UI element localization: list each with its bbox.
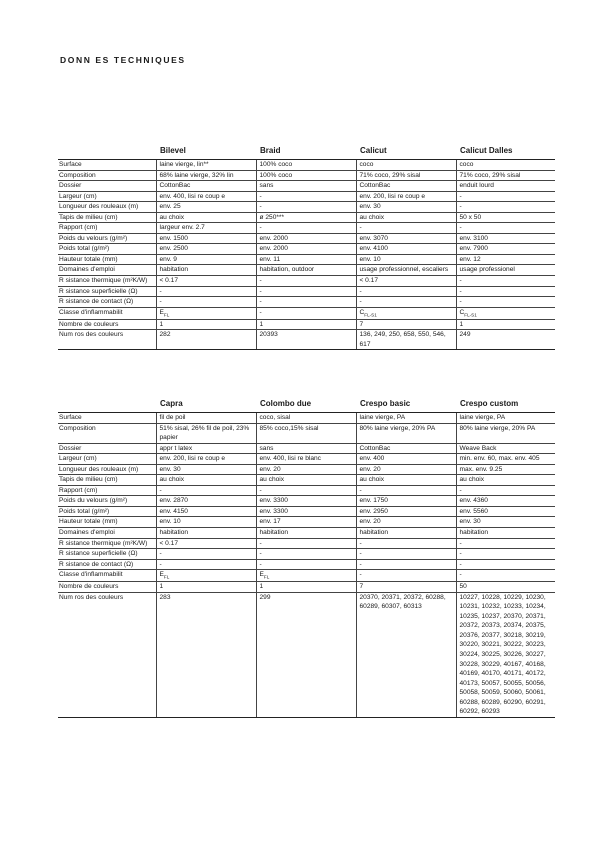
table-row — [58, 319, 555, 330]
table-cell: 1 — [156, 319, 256, 330]
table-cell: 20370, 20371, 20372, 60288, 60289, 60307, 60313 — [356, 592, 456, 717]
table-cell: < 0.17 — [156, 538, 256, 549]
table-row — [58, 413, 555, 424]
table-cell: env. 1750 — [356, 496, 456, 507]
spec-table-1 — [58, 145, 555, 350]
table-cell: 1 — [456, 319, 555, 330]
table-cell: - — [256, 286, 356, 297]
table-cell: au choix — [156, 475, 256, 486]
row-label: Composition — [58, 170, 156, 181]
row-label: Hauteur totale (mm) — [58, 254, 156, 265]
table-row — [58, 423, 555, 443]
table-cell: laine vierge, PA — [456, 413, 555, 424]
table-cell: - — [256, 559, 356, 570]
table-row — [58, 506, 555, 517]
table-cell: au choix — [256, 475, 356, 486]
table-cell: env. 2000 — [256, 233, 356, 244]
table-cell: env. 4150 — [156, 506, 256, 517]
table-cell: - — [456, 485, 555, 496]
table-row — [58, 297, 555, 308]
table-row — [58, 244, 555, 255]
table-cell: env. 2870 — [156, 496, 256, 507]
table-cell: 282 — [156, 330, 256, 350]
page-title: DONN ES TECHNIQUES — [60, 55, 186, 65]
table-cell: - — [356, 538, 456, 549]
table-cell: sans — [256, 443, 356, 454]
table-cell: - — [456, 286, 555, 297]
table-row — [58, 528, 555, 539]
table-cell: - — [456, 191, 555, 202]
table-cell: - — [156, 286, 256, 297]
table-cell: env. 12 — [456, 254, 555, 265]
table-cell: usage professionel — [456, 265, 555, 276]
table-cell: fil de poil — [156, 413, 256, 424]
table-cell: - — [256, 307, 356, 319]
table-cell: env. 4360 — [456, 496, 555, 507]
table-row — [58, 202, 555, 213]
table-cell: CottonBac — [356, 443, 456, 454]
table-row — [58, 443, 555, 454]
table-cell: usage professionnel, escaliers — [356, 265, 456, 276]
table-cell: env. 5560 — [456, 506, 555, 517]
table-cell: $C_{FL-S1}$ — [356, 307, 456, 319]
table-cell: laine vierge, lin** — [156, 160, 256, 171]
table-cell: - — [456, 297, 555, 308]
row-label: Surface — [58, 413, 156, 424]
table-cell: < 0.17 — [356, 276, 456, 287]
table-cell: - — [356, 297, 456, 308]
spec-table-2 — [58, 398, 555, 718]
table-row — [58, 582, 555, 593]
table-cell: 100% coco — [256, 170, 356, 181]
table-cell: 85% coco,15% sisal — [256, 423, 356, 443]
row-label: Longueur des rouleaux (m) — [58, 202, 156, 213]
table-cell: env. 20 — [256, 464, 356, 475]
row-label: Rapport (cm) — [58, 223, 156, 234]
row-label: Tapis de milieu (cm) — [58, 475, 156, 486]
table-cell: 7 — [356, 319, 456, 330]
table-cell: - — [256, 549, 356, 560]
table-cell: CottonBac — [156, 181, 256, 192]
table-cell: env. 2500 — [156, 244, 256, 255]
table-cell: laine vierge, PA — [356, 413, 456, 424]
table-cell: 68% laine vierge, 32% lin — [156, 170, 256, 181]
table-cell: env. 9 — [156, 254, 256, 265]
table-cell: env. 30 — [356, 202, 456, 213]
header-empty — [58, 145, 156, 160]
table-cell: - — [156, 549, 256, 560]
table-cell: 1 — [156, 582, 256, 593]
table-cell: 249 — [456, 330, 555, 350]
table-cell: env. 400, lisi re coup e — [156, 191, 256, 202]
table-row — [58, 570, 555, 582]
table-row — [58, 464, 555, 475]
column-header: Crespo basic — [356, 398, 456, 413]
table-row — [58, 330, 555, 350]
table-row — [58, 160, 555, 171]
table-cell: - — [256, 538, 356, 549]
column-header: Capra — [156, 398, 256, 413]
table-cell: sans — [256, 181, 356, 192]
table-cell: env. 3300 — [256, 506, 356, 517]
table-cell: 136, 249, 250, 658, 550, 546, 617 — [356, 330, 456, 350]
table-cell: min. env. 60, max. env. 405 — [456, 454, 555, 465]
table-cell: - — [156, 559, 256, 570]
table-cell: - — [456, 202, 555, 213]
table-row — [58, 286, 555, 297]
table-cell: env. 10 — [356, 254, 456, 265]
table-cell: 10227, 10228, 10229, 10230, 10231, 10232, 10233, 10234, 10235, 10237, 20370, 20371, 20372, 20373, 20374, 20375, 20376, 20377, 30218, 30219, 30220, 30221, 30222, 30223, 30224, 30225, 30226, 30227, 30228, 30229, 40167, 40168, 40169, 40170, 40171, 40172, 40173, 50057, 50055, 50056, 50058, 50059, 50060, 50061, 60288, 60289, 60290, 60291, 60292, 60293 — [456, 592, 555, 717]
table-cell: - — [356, 570, 456, 582]
table-cell: < 0.17 — [156, 276, 256, 287]
table-cell: env. 2000 — [256, 244, 356, 255]
row-label: Composition — [58, 423, 156, 443]
table-cell: env. 20 — [356, 464, 456, 475]
table-cell: - — [456, 570, 555, 582]
table-cell: 20393 — [256, 330, 356, 350]
header-empty — [58, 398, 156, 413]
table-cell: ø 250*** — [256, 212, 356, 223]
table-cell: au choix — [456, 475, 555, 486]
table-row — [58, 592, 555, 717]
table-cell: env. 400, lisi re blanc — [256, 454, 356, 465]
row-label: R sistance superficielle (Ω) — [58, 549, 156, 560]
table-cell: enduit lourd — [456, 181, 555, 192]
table-cell: au choix — [356, 212, 456, 223]
table-cell: env. 25 — [156, 202, 256, 213]
table-cell: env. 30 — [456, 517, 555, 528]
table-cell: - — [156, 485, 256, 496]
table-cell: 71% coco, 29% sisal — [356, 170, 456, 181]
table-cell: CottonBac — [356, 181, 456, 192]
table-cell: 100% coco — [256, 160, 356, 171]
row-label: Poids total (g/m²) — [58, 506, 156, 517]
table-row — [58, 265, 555, 276]
row-label: Largeur (cm) — [58, 454, 156, 465]
table-cell: env. 200, lisi re coup e — [356, 191, 456, 202]
row-label: Domaines d'emploi — [58, 265, 156, 276]
table-cell: - — [456, 223, 555, 234]
table-cell: env. 1500 — [156, 233, 256, 244]
table-cell: env. 10 — [156, 517, 256, 528]
row-label: R sistance de contact (Ω) — [58, 559, 156, 570]
column-header: Bilevel — [156, 145, 256, 160]
row-label: Domaines d'emploi — [58, 528, 156, 539]
table-cell: - — [356, 286, 456, 297]
table-row — [58, 223, 555, 234]
table-cell: coco, sisal — [256, 413, 356, 424]
row-label: R sistance de contact (Ω) — [58, 297, 156, 308]
table-row — [58, 181, 555, 192]
table-cell: 299 — [256, 592, 356, 717]
table-cell: env. 3070 — [356, 233, 456, 244]
row-label: Poids total (g/m²) — [58, 244, 156, 255]
table-cell: $E_{FL}$ — [256, 570, 356, 582]
header-row — [58, 145, 555, 160]
table-cell: au choix — [156, 212, 256, 223]
table-cell: 1 — [256, 582, 356, 593]
table-cell: Weave Back — [456, 443, 555, 454]
table-row — [58, 191, 555, 202]
table-cell: - — [256, 223, 356, 234]
table-cell: env. 17 — [256, 517, 356, 528]
table-cell: $C_{FL-S1}$ — [456, 307, 555, 319]
table-cell: $E_{FL}$ — [156, 307, 256, 319]
table-cell: env. 3300 — [256, 496, 356, 507]
row-label: Tapis de milieu (cm) — [58, 212, 156, 223]
row-label: Dossier — [58, 181, 156, 192]
row-label: Nombre de couleurs — [58, 319, 156, 330]
row-label: Num ros des couleurs — [58, 330, 156, 350]
table-cell: - — [256, 276, 356, 287]
column-header: Calicut Dalles — [456, 145, 555, 160]
row-label: Poids du velours (g/m²) — [58, 496, 156, 507]
header-row — [58, 398, 555, 413]
row-label: R sistance thermique (m²K/W) — [58, 538, 156, 549]
table-cell: - — [156, 297, 256, 308]
table-cell: - — [456, 559, 555, 570]
table-row — [58, 538, 555, 549]
table-row — [58, 475, 555, 486]
table-cell: - — [456, 538, 555, 549]
table-cell: env. 11 — [256, 254, 356, 265]
table-cell: habitation — [356, 528, 456, 539]
table-cell: habitation — [256, 528, 356, 539]
table-cell: 283 — [156, 592, 256, 717]
table-cell: 51% sisal, 26% fil de poil, 23% papier — [156, 423, 256, 443]
table-cell: - — [356, 549, 456, 560]
table-row — [58, 212, 555, 223]
table-row — [58, 485, 555, 496]
row-label: Dossier — [58, 443, 156, 454]
row-label: Rapport (cm) — [58, 485, 156, 496]
table-row — [58, 496, 555, 507]
table-cell: env. 20 — [356, 517, 456, 528]
table-cell: - — [456, 276, 555, 287]
table-cell: env. 400 — [356, 454, 456, 465]
table-cell: $E_{FL}$ — [156, 570, 256, 582]
table-cell: coco — [356, 160, 456, 171]
table-cell: - — [356, 559, 456, 570]
table-cell: env. 4100 — [356, 244, 456, 255]
table-row — [58, 233, 555, 244]
table-cell: appr t latex — [156, 443, 256, 454]
table-cell: habitation, outdoor — [256, 265, 356, 276]
table-row — [58, 170, 555, 181]
column-header: Crespo custom — [456, 398, 555, 413]
row-label: Hauteur totale (mm) — [58, 517, 156, 528]
table-cell: 71% coco, 29% sisal — [456, 170, 555, 181]
table-cell: env. 2950 — [356, 506, 456, 517]
table-cell: - — [456, 549, 555, 560]
table-cell: env. 7900 — [456, 244, 555, 255]
row-label: Poids du velours (g/m²) — [58, 233, 156, 244]
column-header: Calicut — [356, 145, 456, 160]
table-cell: coco — [456, 160, 555, 171]
table-cell: 80% laine vierge, 20% PA — [356, 423, 456, 443]
table-cell: 1 — [256, 319, 356, 330]
row-label: Longueur des rouleaux (m) — [58, 464, 156, 475]
row-label: Classe d'inflammabilit — [58, 307, 156, 319]
table-cell: - — [256, 202, 356, 213]
table-row — [58, 276, 555, 287]
column-header: Braid — [256, 145, 356, 160]
row-label: Classe d'inflammabilit — [58, 570, 156, 582]
column-header: Colombo due — [256, 398, 356, 413]
table-row — [58, 254, 555, 265]
table-cell: habitation — [156, 265, 256, 276]
table-row — [58, 559, 555, 570]
table-row — [58, 307, 555, 319]
table-cell: - — [356, 223, 456, 234]
table-cell: habitation — [456, 528, 555, 539]
row-label: Num ros des couleurs — [58, 592, 156, 717]
table-cell: env. 3100 — [456, 233, 555, 244]
table-cell: 50 — [456, 582, 555, 593]
row-label: Nombre de couleurs — [58, 582, 156, 593]
row-label: R sistance superficielle (Ω) — [58, 286, 156, 297]
table-cell: - — [256, 485, 356, 496]
table-cell: habitation — [156, 528, 256, 539]
table-cell: env. 200, lisi re coup e — [156, 454, 256, 465]
table-row — [58, 517, 555, 528]
table-cell: au choix — [356, 475, 456, 486]
table-cell: 80% laine vierge, 20% PA — [456, 423, 555, 443]
row-label: R sistance thermique (m²K/W) — [58, 276, 156, 287]
table-cell: env. 30 — [156, 464, 256, 475]
table-cell: largeur env. 2.7 — [156, 223, 256, 234]
table-cell: - — [356, 485, 456, 496]
row-label: Largeur (cm) — [58, 191, 156, 202]
table-row — [58, 454, 555, 465]
table-cell: 7 — [356, 582, 456, 593]
row-label: Surface — [58, 160, 156, 171]
table-cell: - — [256, 191, 356, 202]
table-cell: 50 x 50 — [456, 212, 555, 223]
table-row — [58, 549, 555, 560]
table-cell: max. env. 9.25 — [456, 464, 555, 475]
table-cell: - — [256, 297, 356, 308]
